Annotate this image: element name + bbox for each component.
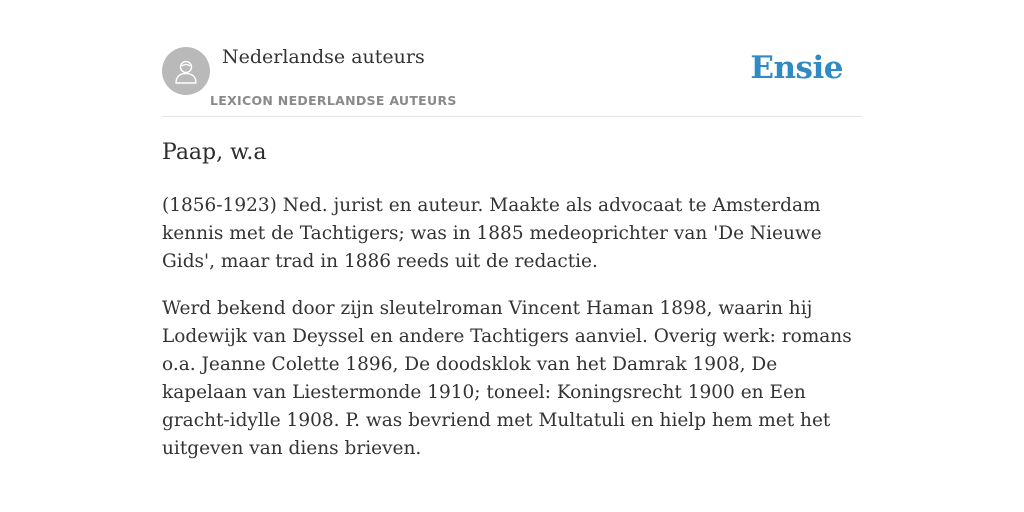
page-header xyxy=(162,0,862,117)
avatar[interactable] xyxy=(162,47,210,95)
user-icon xyxy=(172,57,200,85)
paragraph: (1856-1923) Ned. jurist en auteur. Maakte als advocaat te Amsterdam kennis met de Tachtigers; was in 1885 medeoprichter van 'De Nieuwe Gids', maar trad in 1886 reeds uit de redactie. xyxy=(162,195,822,272)
article-body xyxy=(162,192,862,482)
paragraph: Werd bekend door zijn sleutelroman Vincent Haman 1898, waarin hij Lodewijk van Deyssel en andere Tachtigers aanviel. Overig werk: romans o.a. Jeanne Colette 1896, De doodsklok van het Damrak 1908, De kapelaan van Liestermonde 1910; toneel: Koningsrecht 1900 en Een gracht-idylle 1908. P. was bevriend met Multatuli en hielp hem met het uitgeven van diens brieven. xyxy=(162,298,852,459)
author-name[interactable]: Nederlandse auteurs xyxy=(222,46,425,68)
source-label[interactable]: LEXICON NEDERLANDSE AUTEURS xyxy=(210,93,457,108)
ensie-logo[interactable]: Ensie xyxy=(750,50,843,86)
page-title: Paap, w.a xyxy=(162,140,267,165)
